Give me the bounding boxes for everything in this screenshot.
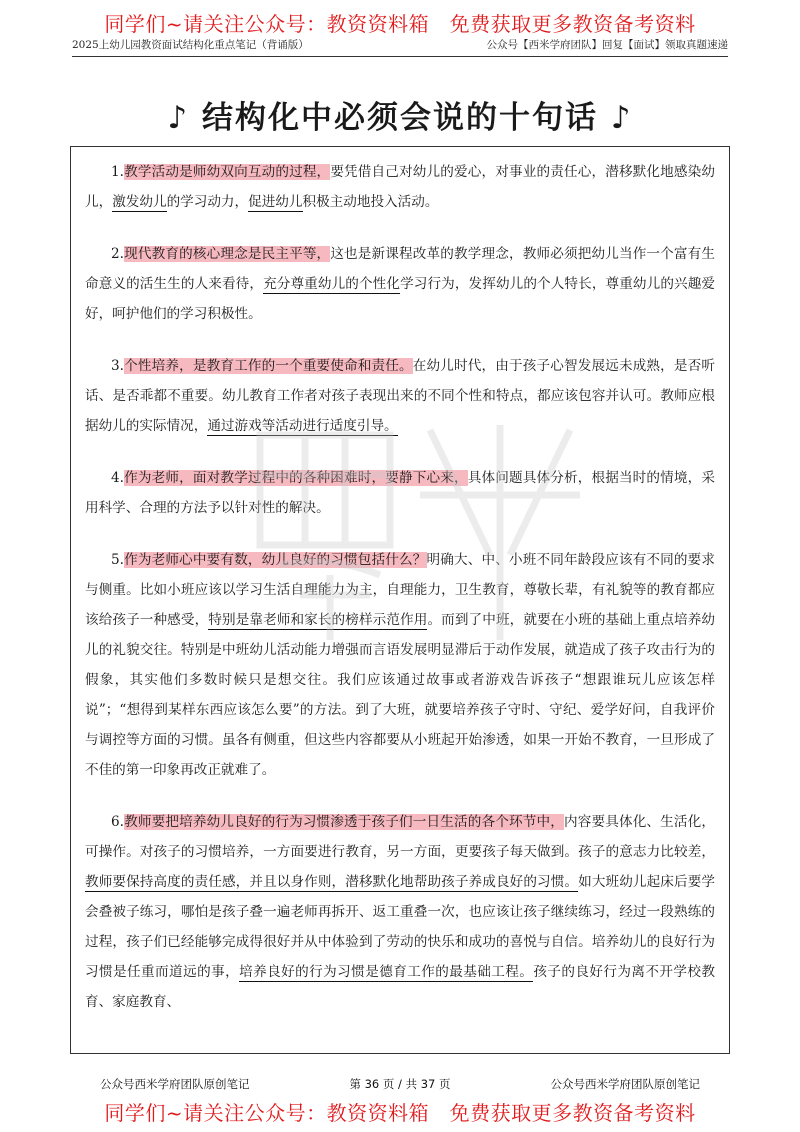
paragraph [85,351,715,441]
text-segment: 1. [111,164,124,180]
header-right-text: 公众号【西米学府团队】回复【面试】领取真题速递 [486,39,728,51]
paragraph [85,545,715,785]
header-left-text: 2025上幼儿园教资面试结构化重点笔记（背诵版） [72,39,309,51]
underlined-text: 培养良好的行为习惯是德育工作的最基础工程。 [239,964,534,980]
text-segment: 孩子的良好行为离不开学校教育、家庭教育、 [85,964,716,1010]
highlighted-text: 教学活动是师幼双向互动的过程， [123,164,331,180]
underlined-text: 充分尊重幼儿的个性化 [263,276,401,292]
page-number: 第 36 页 / 共 37 页 [349,1077,451,1091]
underlined-text: 特别是靠老师和家长的榜样示范作用 [208,612,428,628]
promo-banner-top: 同学们~请关注公众号：教资资料箱 免费获取更多教资备考资料 [104,12,696,36]
content-box [70,146,730,1054]
text-segment: 3. [111,358,124,374]
footer-right-text: 公众号西米学府团队原创笔记 [550,1077,700,1091]
underlined-text: 教师要保持高度的责任感，并且以身作则，潜移默化地帮助孩子养成良好的习惯。 [85,874,579,890]
running-header [72,37,728,57]
text-segment: 在幼儿时代，由于孩子心智发展远未成熟，是否听话、是否乖都不重要。幼儿教育工作者对孩子表现出来的不同个性和特点，都应该包容并认可。教师应根据幼儿的实际情况， [85,358,716,434]
highlighted-text: 教师要把培养幼儿良好的行为习惯渗透于孩子们一日生活的各个环节中， [123,814,564,830]
promo-banner-bottom: 同学们~请关注公众号：教资资料箱 免费获取更多教资备考资料 [104,1101,696,1125]
text-segment: 如大班幼儿起床后要学会叠被子练习，哪怕是孩子叠一遍老师再拆开、返工重叠一次，也应该让孩子继续练习，经过一段熟练的过程，孩子们已经能够完成得很好并从中体验到了劳动的快乐和成功的喜悦与自信。培养幼儿的良好行为习惯是任重而道远的事， [85,874,715,980]
page-title: ♪ 结构化中必须会说的十句话 ♪ [167,100,633,136]
text-segment: 6. [111,814,124,830]
text-segment: 4. [111,470,124,486]
text-segment: 这也是新课程改革的教学理念，教师必须把幼儿当作一个富有生命意义的活生生的人来看待， [85,246,716,292]
highlighted-text: 个性培养，是教育工作的一个重要使命和责任。 [123,358,413,374]
text-segment: 明确大、中、小班不同年龄段应该有不同的要求与侧重。比如小班应该以学习生活自理能力为主，自理能力，卫生教育，尊敬长辈，有礼貌等的教育都应该给孩子一种感受， [85,552,715,628]
text-segment: 2. [111,246,124,262]
text-segment: 积极主动地投入活动。 [302,194,439,210]
underlined-text: 促进幼儿 [248,194,303,210]
text-segment: 内容要具体化、生活化，可操作。对孩子的习惯培养，一方面要进行教育，另一方面，更要孩子每天做到。孩子的意志力比较差， [85,814,716,860]
underlined-text: 激发幼儿 [112,194,167,210]
text-segment: 的学习动力， [166,194,249,210]
text-segment: 要凭借自己对幼儿的爱心，对事业的责任心，潜移默化地感染幼儿， [85,164,716,210]
highlighted-text: 作为老师心中要有数，幼儿良好的习惯包括什么？ [123,552,427,568]
text-segment: 。而到了中班，就要在小班的基础上重点培养幼儿的礼貌交往。特别是中班幼儿活动能力增强而言语发展明显滞后于动作发展，就造成了孩子攻击行为的假象，其实他们多数时候只是想交往。我们应该通过故事或者游戏告诉孩子“想跟谁玩儿应该怎样说”；“想得到某样东西应该怎么要”的方法。到了大班，就要培养孩子守时、守纪、爱学好问，自我评价与调控等方面的习惯。虽各有侧重，但这些内容都要从小班起开始渗透，如果一开始不教育，一旦形成了不佳的第一印象再改正就难了。 [85,612,716,778]
paragraph [85,239,715,329]
highlighted-text: 作为老师，面对教学过程中的各种困难时，要静下心来， [123,470,468,486]
text-segment: 5. [111,552,124,568]
highlighted-text: 现代教育的核心理念是民主平等， [123,246,331,262]
paragraph [85,807,715,1017]
text-segment: 学习行为，发挥幼儿的个人特长，尊重幼儿的兴趣爱好，呵护他们的学习积极性。 [85,276,716,322]
footer-left-text: 公众号西米学府团队原创笔记 [100,1077,250,1091]
underlined-text: 通过游戏等活动进行适度引导。 [207,418,398,434]
text-segment: 具体问题具体分析，根据当时的情境，采用科学、合理的方法予以针对性的解决。 [85,470,716,516]
page-footer [100,1076,700,1092]
paragraph [85,157,715,217]
paragraph [85,463,715,523]
